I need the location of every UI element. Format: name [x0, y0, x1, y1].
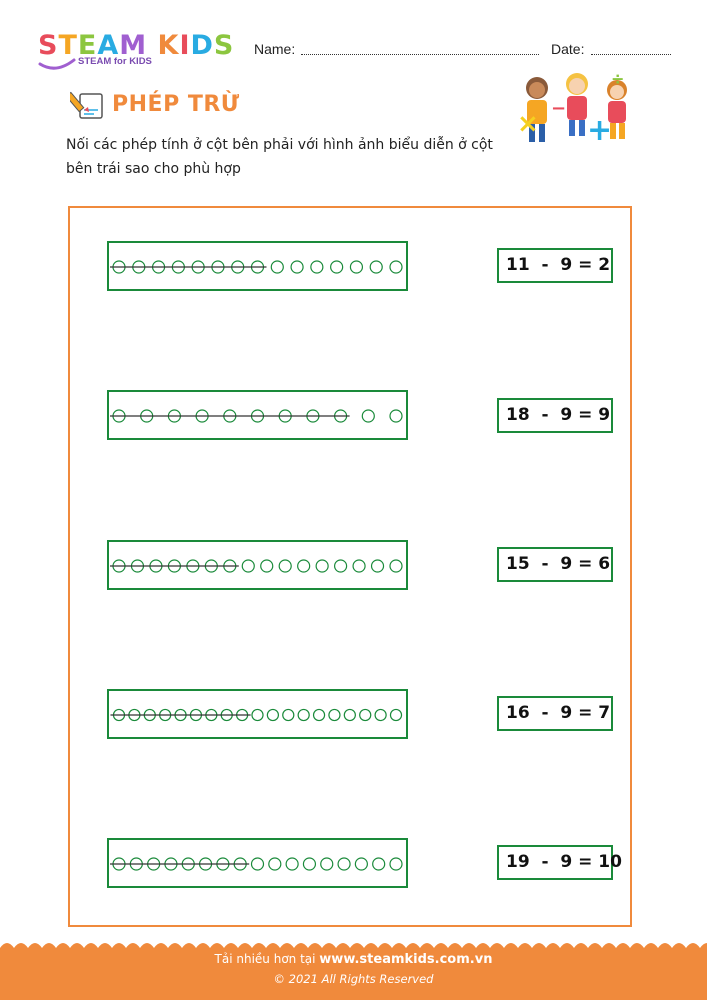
counter-circle [390, 858, 402, 870]
counter-circle [261, 560, 273, 572]
circle-strip-4-drawing [109, 691, 406, 737]
counter-circle [373, 858, 385, 870]
counter-circle [298, 709, 309, 720]
circle-strip-3[interactable] [107, 540, 408, 590]
kids-math-illustration [515, 70, 640, 155]
counter-circle [362, 410, 374, 422]
date-label: Date: [551, 41, 585, 57]
svg-text:÷: ÷ [611, 70, 625, 88]
counter-circle [298, 560, 310, 572]
footer-band [0, 938, 707, 1000]
counter-circle [242, 560, 254, 572]
svg-text:+: + [587, 113, 613, 148]
counter-circle [360, 709, 371, 720]
counter-circle [344, 709, 355, 720]
equation-box-4[interactable]: 16 - 9 = 7 [497, 696, 613, 731]
footer-website-link[interactable]: www.steamkids.com.vn [319, 952, 493, 967]
counter-circle [291, 261, 303, 273]
counter-circle [303, 858, 315, 870]
page-title: PHÉP TRỪ [112, 92, 240, 117]
counter-circle [271, 261, 283, 273]
counter-circle [372, 560, 384, 572]
footer-download-line [0, 952, 707, 967]
equation-box-2[interactable]: 18 - 9 = 9 [497, 398, 613, 433]
circle-strip-3-drawing [109, 542, 406, 588]
circle-strip-2[interactable] [107, 390, 408, 440]
counter-circle [286, 858, 298, 870]
equation-box-3[interactable]: 15 - 9 = 6 [497, 547, 613, 582]
steam-kids-logo [38, 30, 238, 74]
circle-strip-5[interactable] [107, 838, 408, 888]
logo-wordmark: STEAM KIDS [38, 30, 235, 61]
counter-circle [335, 560, 347, 572]
counter-circle [390, 261, 402, 273]
counter-circle [390, 709, 401, 720]
svg-text:×: × [517, 109, 539, 139]
circle-strip-1-drawing [109, 243, 406, 289]
counter-circle [321, 858, 333, 870]
name-field[interactable] [301, 54, 539, 55]
counter-circle [338, 858, 350, 870]
counter-circle [329, 709, 340, 720]
name-label: Name: [254, 41, 296, 57]
logo-swoosh-icon [38, 54, 78, 72]
counter-circle [390, 410, 402, 422]
counter-circle [350, 261, 362, 273]
counter-circle [353, 560, 365, 572]
circle-strip-2-drawing [109, 392, 406, 438]
logo-tagline: STEAM for KIDS [78, 56, 152, 67]
counter-circle [279, 560, 291, 572]
instruction-text: Nối các phép tính ở cột bên phải với hình ảnh biểu diễn ở cột bên trái sao cho phù hợp [66, 137, 493, 177]
counter-circle [355, 858, 367, 870]
counter-circle [267, 709, 278, 720]
circle-strip-1[interactable] [107, 241, 408, 291]
pencil-paper-icon [70, 88, 106, 122]
counter-circle [269, 858, 281, 870]
counter-circle [390, 560, 402, 572]
circle-strip-5-drawing [109, 840, 406, 886]
counter-circle [316, 560, 328, 572]
counter-circle [375, 709, 386, 720]
counter-circle [314, 709, 325, 720]
counter-circle [252, 858, 264, 870]
counter-circle [283, 709, 294, 720]
svg-text:−: − [551, 98, 567, 119]
date-field[interactable] [591, 54, 671, 55]
circle-strip-4[interactable] [107, 689, 408, 739]
counter-circle [311, 261, 323, 273]
counter-circle [370, 261, 382, 273]
equation-box-1[interactable]: 11 - 9 = 2 [497, 248, 613, 283]
counter-circle [331, 261, 343, 273]
footer-copyright: © 2021 All Rights Reserved [273, 972, 434, 986]
equation-box-5[interactable]: 19 - 9 = 10 [497, 845, 613, 880]
counter-circle [252, 709, 263, 720]
footer-prefix: Tải nhiều hơn tại [214, 952, 320, 966]
